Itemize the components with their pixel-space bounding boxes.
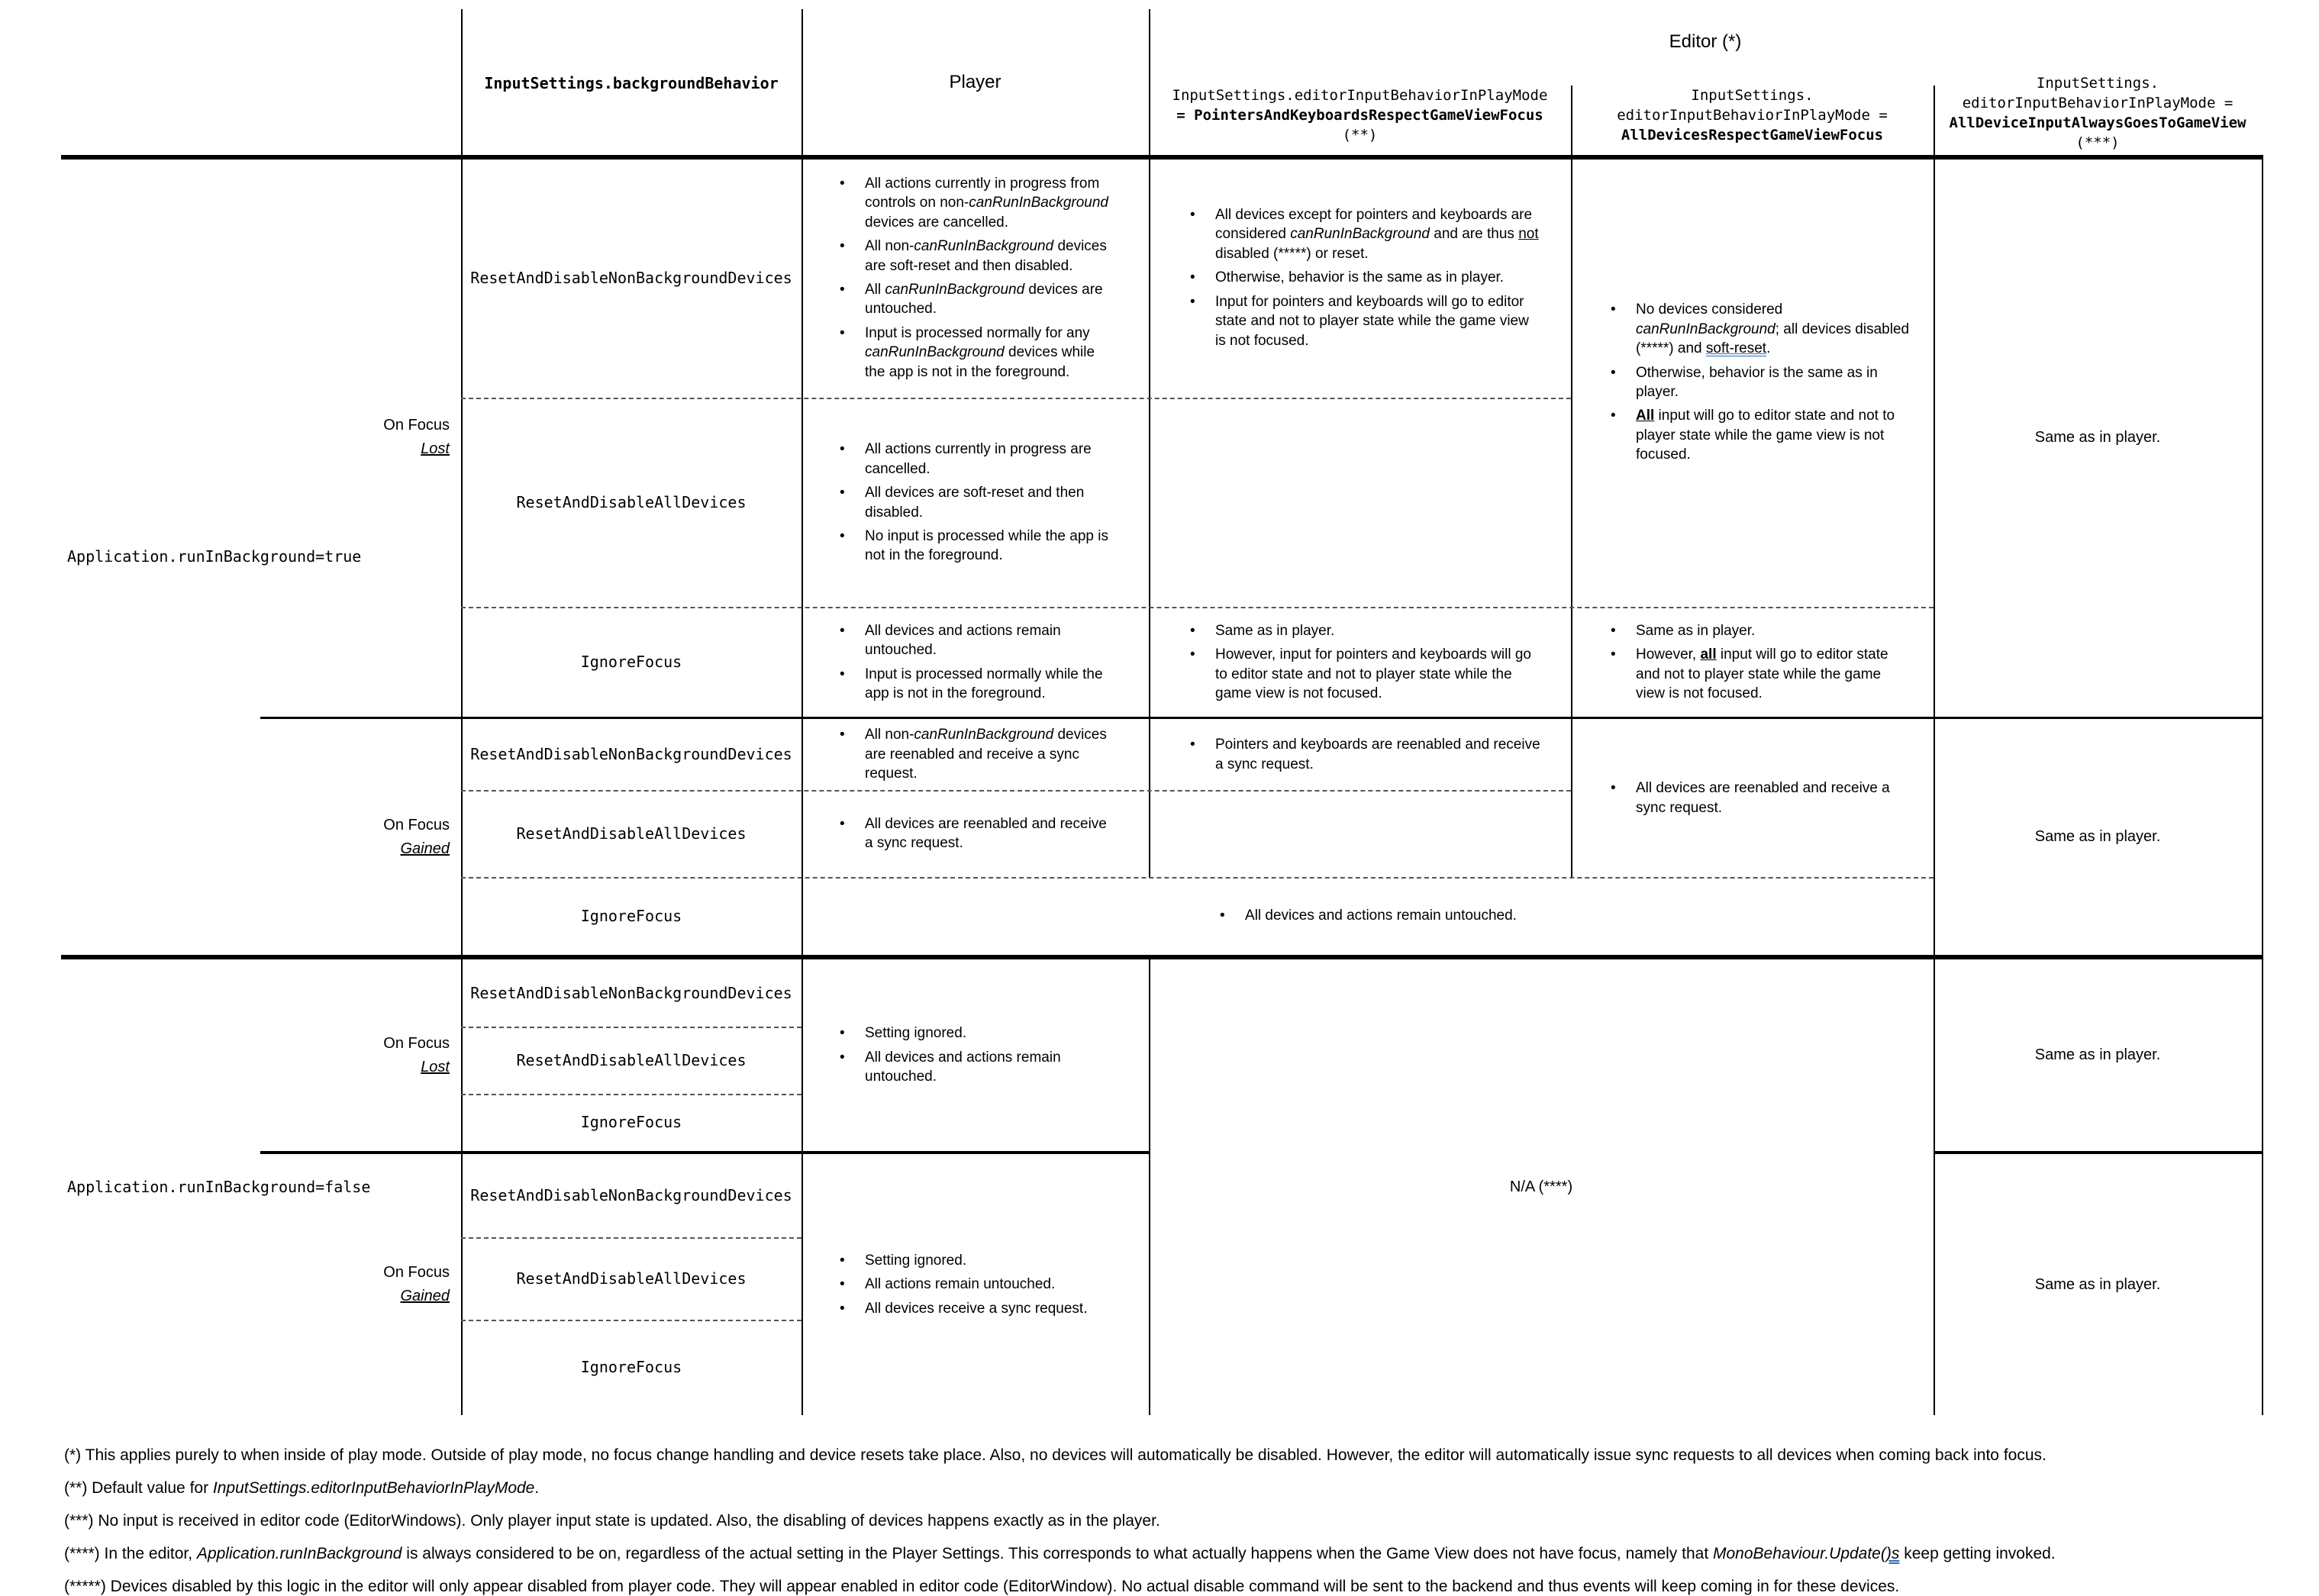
focus-label-true-gained (260, 719, 457, 955)
header-allinput-mode-line2: editorInputBehaviorInPlayMode = (1962, 94, 2234, 111)
grid-line (2262, 158, 2263, 1415)
bullet-item: • All actions currently in progress from controls on non-canRunInBackground devices are cancelled. (838, 174, 1114, 232)
bullet-item: • All canRunInBackground devices are untouched. (838, 280, 1114, 319)
footnotes (64, 1446, 2278, 1596)
cell-true-lost-nonbg-player (801, 158, 1149, 398)
run-in-background-true-label: Application.runInBackground=true (67, 547, 362, 566)
bullet-item: • All devices receive a sync request. (838, 1299, 1114, 1318)
enum-label: ResetAndDisableAllDevices (516, 493, 747, 512)
bullet-item: • However, all input will go to editor state and not to player state while the game view is not focused. (1609, 645, 1911, 703)
focus-label-false-gained (260, 1154, 457, 1415)
header-pointers-mode-line3: (**) (1342, 127, 1378, 143)
header-editor-group (1149, 8, 2262, 76)
enum-label: ResetAndDisableAllDevices (516, 1269, 747, 1288)
enum-false-gained-nonbg (461, 1154, 801, 1237)
header-allinput-mode-line1: InputSettings. (2036, 74, 2159, 92)
enum-label: ResetAndDisableAllDevices (516, 1050, 747, 1069)
cell-true-lost-ignore-player (801, 608, 1149, 717)
bullet-item: • All non-canRunInBackground devices are reenabled and receive a sync request. (838, 725, 1114, 783)
bullet-item: • Same as in player. (1189, 621, 1540, 640)
na-label: N/A (****) (1509, 1178, 1573, 1196)
enum-label: IgnoreFocus (580, 653, 682, 672)
footnote-5: (*****) Devices disabled by this logic in the editor will only appear disabled from player code. They will appear enabled in editor code (EditorWindow). No actual disable command will be sent to the backend and thus events will keep coming in for these devices. (64, 1578, 1900, 1595)
enum-label: ResetAndDisableNonBackgroundDevices (470, 268, 792, 287)
bullet-item: • Same as in player. (1609, 621, 1911, 640)
focus-label-true-lost (260, 158, 457, 717)
bullet-item: • Otherwise, behavior is the same as in player. (1189, 268, 1540, 287)
cell-true-lost-ignore-pointers (1149, 608, 1571, 717)
bullet-item: • All devices and actions remain untouched. (838, 621, 1114, 660)
cell-false-gained-player (801, 1154, 1149, 1415)
on-focus-label: On Focus (383, 1264, 450, 1281)
enum-false-lost-ignore (461, 1094, 801, 1151)
enum-label: IgnoreFocus (580, 1113, 682, 1132)
cell-true-lost-allinput (1934, 158, 2262, 717)
bullet-item: • All devices and actions remain untouched. (1218, 906, 1517, 925)
bullet-item: • All devices and actions remain untouched. (838, 1048, 1114, 1087)
cell-false-lost-allinput (1934, 959, 2262, 1151)
same-as-player-label: Same as in player. (2034, 1046, 2161, 1064)
bullet-item: • All devices are soft-reset and then disabled. (838, 483, 1114, 522)
cell-false-lost-player (801, 959, 1149, 1151)
enum-true-gained-alldev (461, 790, 801, 877)
bullet-item: • Otherwise, behavior is the same as in player. (1609, 363, 1911, 402)
cell-true-lost-ignore-alldevices (1571, 608, 1934, 717)
header-player-label: Player (949, 72, 1001, 93)
bullet-item: • All actions remain untouched. (838, 1275, 1114, 1294)
header-allinput-mode (1934, 67, 2262, 158)
footnote-3: (***) No input is received in editor code (EditorWindows). Only player input state is updated. Also, the disabling of devices happens exactly as in the player. (64, 1512, 1160, 1530)
cell-false-gained-allinput (1934, 1154, 2262, 1415)
enum-false-gained-alldev (461, 1237, 801, 1320)
cell-true-gained-ignore-merged (801, 877, 1934, 955)
focus-gained-label: Gained (400, 840, 450, 857)
cell-true-lost-alldev-player (801, 398, 1149, 607)
bullet-item: • No devices considered canRunInBackground; all devices disabled (*****) and soft-reset. (1609, 300, 1911, 358)
bullet-item: • All non-canRunInBackground devices are soft-reset and then disabled. (838, 237, 1114, 276)
enum-false-gained-ignore (461, 1320, 801, 1415)
enum-true-lost-nonbg (461, 158, 801, 398)
focus-lost-label: Lost (421, 440, 450, 457)
cell-true-gained-nonbg-pointers (1149, 719, 1571, 790)
header-editor-group-label: Editor (*) (1669, 31, 1742, 52)
bullet-item: • All devices except for pointers and keyboards are considered canRunInBackground and are thus not disabled (*****) or reset. (1189, 205, 1540, 263)
focus-lost-label: Lost (421, 1058, 450, 1075)
bullet-item: • All input will go to editor state and not to player state while the game view is not focused. (1609, 406, 1911, 464)
cell-true-lost-alldevices-editor (1571, 158, 1934, 607)
enum-label: IgnoreFocus (580, 906, 682, 925)
bullet-item: • No input is processed while the app is not in the foreground. (838, 527, 1114, 566)
footnote-2: (**) Default value for InputSettings.editorInputBehaviorInPlayMode. (64, 1479, 540, 1497)
bullet-item: • Input for pointers and keyboards will go to editor state and not to player state while the game view is not focused. (1189, 292, 1540, 350)
cell-true-gained-alldev-player (801, 790, 1149, 877)
cell-true-lost-nonbg-pointers (1149, 158, 1571, 398)
enum-label: ResetAndDisableNonBackgroundDevices (470, 983, 792, 1002)
header-pointers-mode-line2: = PointersAndKeyboardsRespectGameViewFocus (1176, 107, 1543, 124)
bullet-item: • However, input for pointers and keyboards will go to editor state and not to player state while the game view is not focused. (1189, 645, 1540, 703)
footnote-4: (****) In the editor, Application.runInBackground is always considered to be on, regardless of the actual setting in the Player Settings. This corresponds to what actually happens when the Game View does not have focus, namely that MonoBehaviour.Update()s keep getting invoked. (64, 1545, 2056, 1562)
header-alldevices-mode (1571, 73, 1934, 158)
enum-label: ResetAndDisableNonBackgroundDevices (470, 1186, 792, 1205)
enum-label: ResetAndDisableAllDevices (516, 824, 747, 843)
bullet-item: • All actions currently in progress are cancelled. (838, 440, 1114, 479)
same-as-player-label: Same as in player. (2034, 828, 2161, 846)
on-focus-label: On Focus (383, 417, 450, 434)
bullet-item: • All devices are reenabled and receive a sync request. (1609, 779, 1911, 817)
bullet-item: • Input is processed normally for any canRunInBackground devices while the app is not in the foreground. (838, 324, 1114, 382)
bullet-item: • Setting ignored. (838, 1251, 1114, 1270)
header-background-behavior (461, 8, 801, 158)
footnote-1: (*) This applies purely to when inside of play mode. Outside of play mode, no focus change handling and device resets take place. Also, no devices will automatically be disabled. However, the editor will automatically issue sync requests to all devices when coming back into focus. (64, 1446, 2046, 1464)
on-focus-label: On Focus (383, 816, 450, 833)
header-pointers-mode (1149, 73, 1571, 158)
enum-label: IgnoreFocus (580, 1358, 682, 1377)
bullet-item: • Pointers and keyboards are reenabled and receive a sync request. (1189, 735, 1540, 774)
on-focus-label: On Focus (383, 1034, 450, 1052)
enum-true-gained-nonbg (461, 719, 801, 790)
cell-true-gained-nonbg-player (801, 719, 1149, 790)
header-allinput-mode-line4: (***) (2075, 134, 2120, 151)
enum-true-gained-ignore (461, 877, 801, 955)
focus-gained-label: Gained (400, 1288, 450, 1304)
header-background-behavior-label: InputSettings.backgroundBehavior (484, 73, 779, 92)
header-allinput-mode-line3: AllDeviceInputAlwaysGoesToGameView (1949, 114, 2246, 131)
header-alldevices-mode-line2: editorInputBehaviorInPlayMode = (1617, 107, 1888, 124)
cell-false-editor-na (1149, 959, 1934, 1415)
enum-true-lost-ignore (461, 608, 801, 717)
header-player (801, 8, 1149, 158)
cell-true-gained-allinput (1934, 719, 2262, 955)
enum-label: ResetAndDisableNonBackgroundDevices (470, 745, 792, 764)
header-alldevices-mode-line3: AllDevicesRespectGameViewFocus (1621, 127, 1884, 143)
bullet-item: • All devices are reenabled and receive a sync request. (838, 814, 1114, 853)
enum-false-lost-alldev (461, 1027, 801, 1094)
run-in-background-false-label: Application.runInBackground=false (67, 1178, 371, 1197)
focus-label-false-lost (260, 959, 457, 1151)
header-pointers-mode-line1: InputSettings.editorInputBehaviorInPlayMode (1172, 87, 1548, 104)
same-as-player-label: Same as in player. (2034, 1275, 2161, 1293)
enum-true-lost-alldev (461, 398, 801, 607)
bullet-item: • Input is processed normally while the app is not in the foreground. (838, 665, 1114, 704)
bullet-item: • Setting ignored. (838, 1024, 1114, 1043)
enum-false-lost-nonbg (461, 959, 801, 1027)
same-as-player-label: Same as in player. (2034, 428, 2161, 446)
cell-true-gained-alldevices-editor (1571, 719, 1934, 877)
header-alldevices-mode-line1: InputSettings. (1691, 87, 1814, 104)
